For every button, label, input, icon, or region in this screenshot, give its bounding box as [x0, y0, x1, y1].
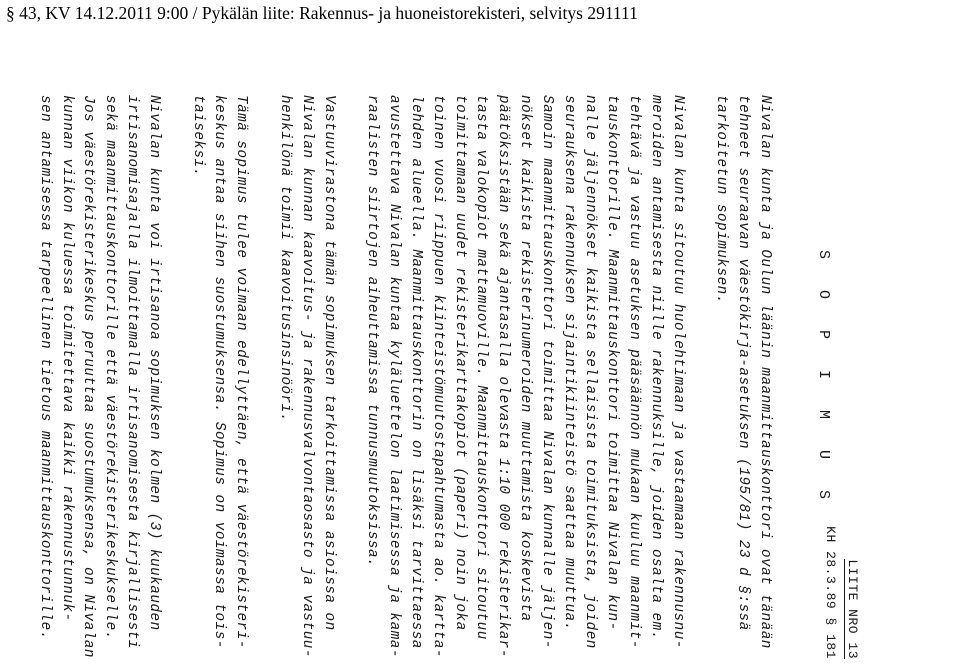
text-line: seurauksena rakennuksen sijaintikiinteistö saattaa muuttua. — [560, 95, 577, 631]
text-line: nalle jäljennökset kaikista sellaisista toimituksista, joiden — [582, 95, 599, 649]
paragraph — [710, 95, 775, 665]
text-line: Jos väestörekisterikeskus peruuttaa suostumuksensa, on Nivalan — [80, 95, 97, 658]
attachment-number: LIITE NRO 13 — [845, 559, 860, 659]
text-line: tasta valokopiot mattamuoville. Maanmittauskonttori sitoutuu — [473, 95, 490, 640]
document-header — [802, 95, 862, 665]
text-line: henkilönä toimii kaavoitusinsinööri. — [277, 95, 294, 422]
text-line: Nivalan kunnan kaavoitus- ja rakennusvalvontaosasto ja vastuu- — [298, 95, 315, 658]
document-body — [11, 95, 775, 665]
paragraph — [273, 95, 338, 665]
text-line: Nivalan kunta ja Oulun läänin maanmittauskonttori ovat tänään — [757, 95, 773, 649]
page-caption: § 43, KV 14.12.2011 9:00 / Pykälän liite: Rakennus- ja huoneistorekisteri, selvitys 291111 — [6, 3, 638, 23]
text-line: sekä maanmittauskonttorille että väestörekisterikeskukselle. — [102, 95, 119, 640]
text-line: tauskonttorille. Maanmittauskonttori toimittaa Nivalan kun- — [604, 95, 621, 631]
text-line: sen antamisessa tarpeellinen tietous maanmittauskonttorille. — [36, 95, 53, 640]
paragraph — [186, 95, 251, 665]
text-line: Vastuuvirastona tämän sopimuksen tarkoittamissa asioissa on — [320, 95, 337, 631]
text-line: tehneet seuraavan väestökirja-asetuksen (195/81) 23 d §:ssä — [735, 95, 752, 631]
scanned-document — [36, 95, 940, 665]
rotated-page — [36, 95, 862, 665]
text-line: tehtävä ja vastuu asetuksen pääsäännön mukaan kuuluu maanmit- — [626, 95, 643, 649]
text-line: keskus antaa siihen suostumuksensa. Sopimus on voimassa tois- — [211, 95, 228, 649]
paragraph — [33, 95, 164, 665]
text-line: Nivalan kunta voi irtisanoa sopimuksen kolmen (3) kuukauden — [145, 95, 162, 631]
text-line: tarkoitetun sopimuksen. — [713, 95, 730, 304]
text-line: toinen vuosi riippuen kiinteistömuutostapahtumasta ao. kartta- — [429, 95, 446, 658]
text-line: taiseksi. — [189, 95, 206, 177]
text-line: irtisanomisajalla ilmoittamalla irtisanomisesta kirjallisesti — [124, 95, 141, 649]
paragraph — [361, 95, 688, 665]
text-line: meroiden antamisesta niille rakennuksille, joiden osalta em. — [647, 95, 664, 640]
text-line: raalisten siirtojen aiheuttamissa tunnusmuutoksissa. — [364, 95, 381, 568]
attachment-reference: KH 28.3.89 § 181 — [823, 526, 838, 659]
text-line: avustettava Nivalan kuntaa kyläluettelon laatimisessa ja kama- — [386, 95, 403, 658]
text-line: lehden alueella. Maanmittauskonttorin on lisäksi tarvittaessa — [408, 95, 425, 649]
document-title: S O P I M U S — [815, 250, 832, 511]
text-line: Tämä sopimus tulee voimaan edellyttäen, että väestörekisteri- — [233, 95, 250, 649]
text-line: Nivalan kunta sitoutuu huolehtimaan ja vastaamaan rakennusnu- — [669, 95, 686, 649]
text-line: toimittamaan uudet rekisterikarttakopiot (paperi) noin joka — [451, 95, 468, 631]
text-line: päätöksistään sekä ajantasalla olevasta 1:10 000 rekisterikar- — [495, 95, 512, 658]
text-line: Samoin maanmittauskonttori toimittaa Nivalan kunnalle jäljen- — [538, 95, 555, 649]
text-line: nökset kaikista rekisterinumeroiden muuttamista koskevista — [517, 95, 534, 622]
text-line: kunnan viikon kuluessa toimitettava kaikki rakennustunnuk- — [58, 95, 75, 622]
